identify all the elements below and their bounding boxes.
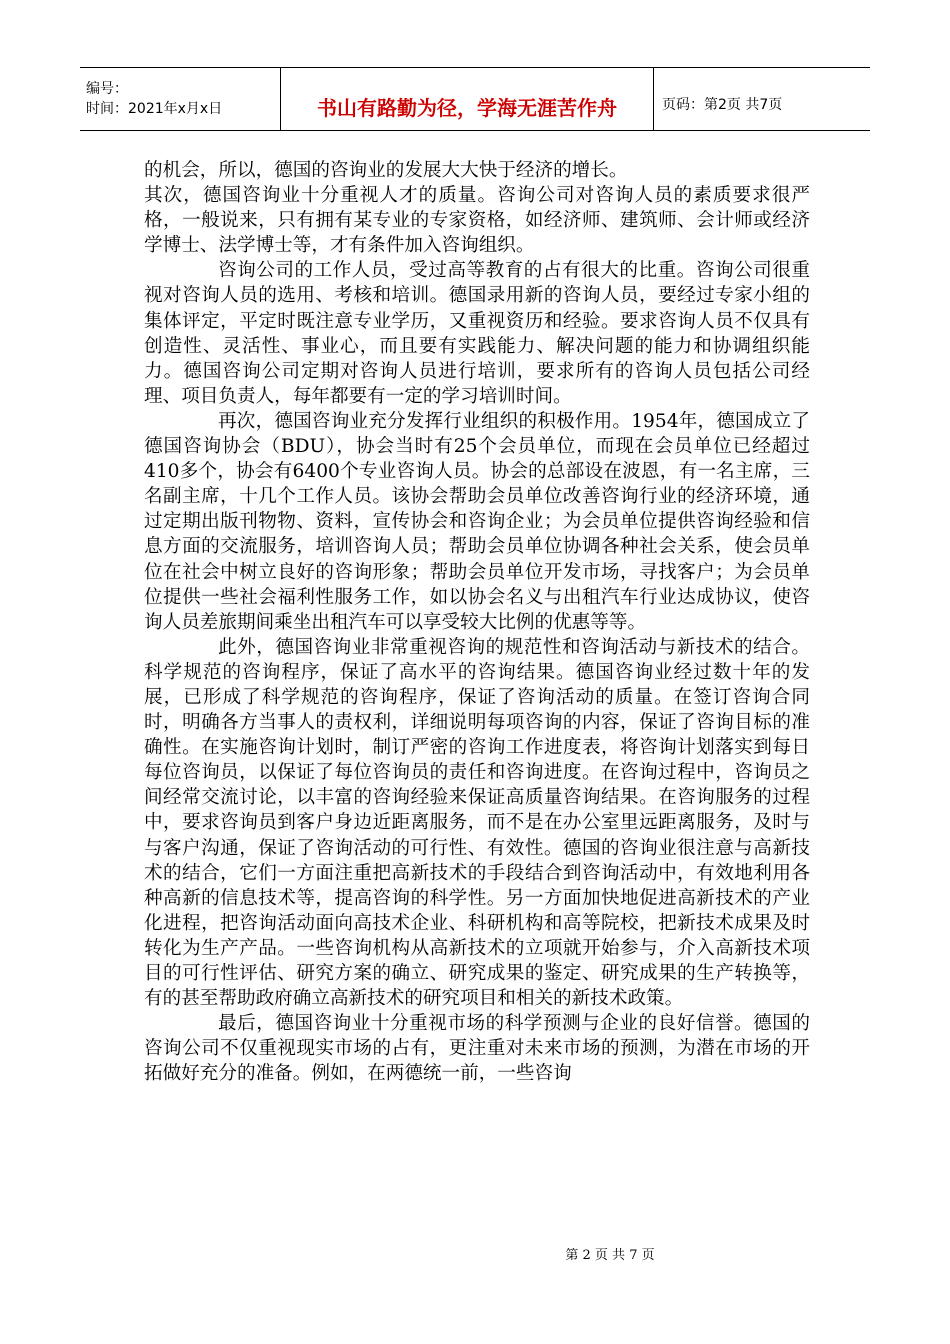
document-body <box>144 158 810 1086</box>
paragraph-1: 的机会，所以，德国的咨询业的发展大大快于经济的增长。 <box>144 160 628 181</box>
paragraph-3: 咨询公司的工作人员，受过高等教育的占有很大的比重。咨询公司很重视对咨询人员的选用、考核和培训。德国录用新的咨询人员，要经过专家小组的集体评定，平定时既注意专业学历，又重视资历和经验。要求咨询人员不仅具有创造性、灵活性、事业心，而且要有实践能力、解决问题的能力和协调组织能力。德国咨询公司定期对咨询人员进行培训，要求所有的咨询人员包括公司经理、项目负责人，每年都要有一定的学习培训时间。 <box>144 260 810 407</box>
paragraph-5: 此外，德国咨询业非常重视咨询的规范性和咨询活动与新技术的结合。科学规范的咨询程序，保证了高水平的咨询结果。德国咨询业经过数十年的发展，已形成了科学规范的咨询程序，保证了咨询活动的质量。在签订咨询合同时，明确各方当事人的责权利，详细说明每项咨询的内容，保证了咨询目标的准确性。在实施咨询计划时，制订严密的咨询工作进度表，将咨询计划落实到每日每位咨询员，以保证了每位咨询员的责任和咨询进度。在咨询过程中，咨询员之间经常交流讨论，以丰富的咨询经验来保证高质量咨询结果。在咨询服务的过程中，要求咨询员到客户身边近距离服务，而不是在办公室里远距离服务，及时与与客户沟通，保证了咨询活动的可行性、有效性。德国的咨询业很注意与高新技术的结合，它们一方面注重把高新技术的手段结合到咨询活动中，有效地利用各种高新的信息技术等，提高咨询的科学性。另一方面加快地促进高新技术的产业化进程，把咨询活动面向高技术企业、科研机构和高等院校，把新技术成果及时转化为生产产品。一些咨询机构从高新技术的立项就开始参与，介入高新技术项目的可行性评估、研究方案的确立、研究成果的鉴定、研究成果的生产转换等，有的甚至帮助政府确立高新技术的研究项目和相关的新技术政策。 <box>144 636 810 1010</box>
header-page-cell <box>654 68 870 130</box>
page-footer <box>0 1244 950 1263</box>
footer-page-number: 第 2 页 共 7 页 <box>565 1248 655 1263</box>
paragraph-6: 最后，德国咨询业十分重视市场的科学预测与企业的良好信誉。德国的咨询公司不仅重视现实市场的占有，更注重对未来市场的预测，为潜在市场的开拓做好充分的准备。例如，在两德统一前，一些咨询 <box>144 1013 810 1085</box>
page-header <box>80 67 870 131</box>
paragraph-2: 其次，德国咨询业十分重视人才的质量。咨询公司对咨询人员的素质要求很严格，一般说来，只有拥有某专业的专家资格，如经济师、建筑师、会计师或经济学博士、法学博士等，才有条件加入咨询组织。 <box>144 185 810 257</box>
time-label: 时间：2021年x月x日 <box>86 101 223 117</box>
page-label: 页码：第2页 共7页 <box>662 97 783 113</box>
motto-text: 书山有路勤为径，学海无涯苦作舟 <box>317 95 617 120</box>
header-motto-cell <box>280 68 654 130</box>
header-meta <box>80 68 280 130</box>
paragraph-4: 再次，德国咨询业充分发挥行业组织的积极作用。1954年，德国成立了德国咨询协会（BDU），协会当时有25个会员单位，而现在会员单位已经超过410多个，协会有6400个专业咨询人员。协会的总部设在波恩，有一名主席，三名副主席，十几个工作人员。该协会帮助会员单位改善咨询行业的经济环境，通过定期出版刊物物、资料，宣传协会和咨询企业；为会员单位提供咨询经验和信息方面的交流服务，培训咨询人员；帮助会员单位协调各种社会关系，使会员单位在社会中树立良好的咨询形象；帮助会员单位开发市场，寻找客户；为会员单位提供一些社会福利性服务工作，如以协会名义与出租汽车行业达成协议，使咨询人员差旅期间乘坐出租汽车可以享受较大比例的优惠等等。 <box>144 410 810 633</box>
serial-label: 编号： <box>86 81 128 97</box>
